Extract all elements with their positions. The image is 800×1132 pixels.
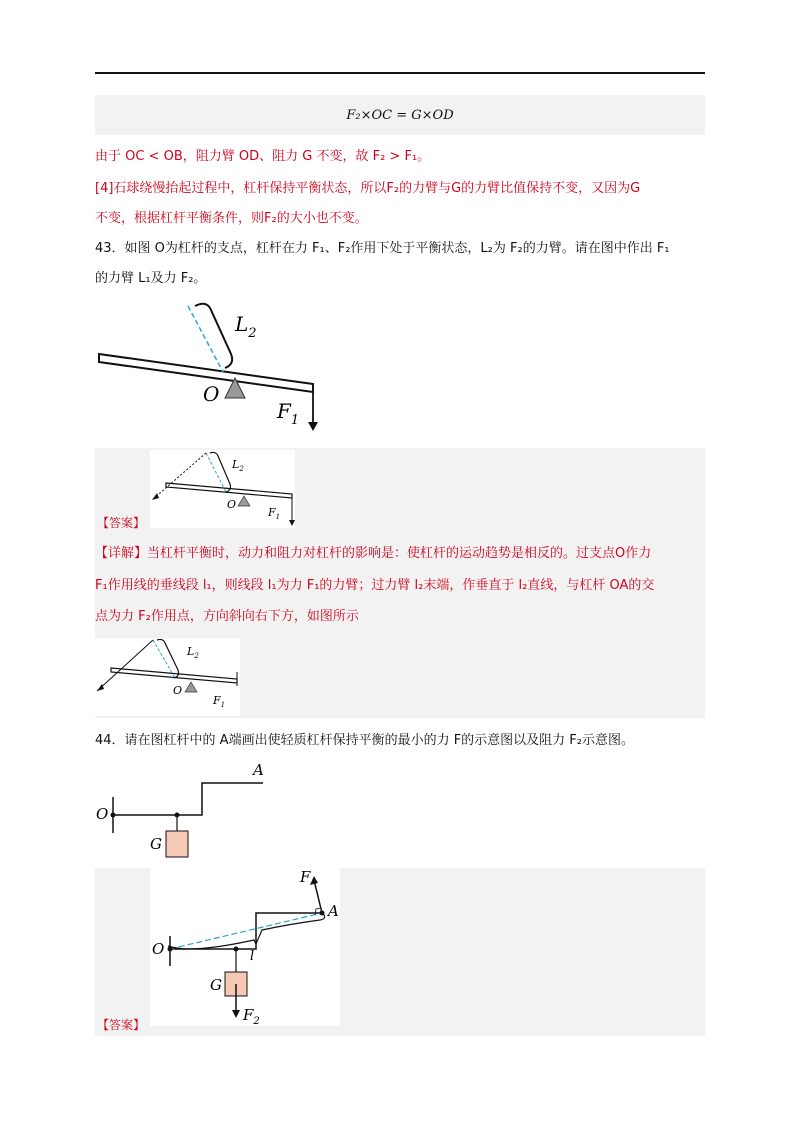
pivot-triangle — [238, 496, 250, 506]
label-o: O — [227, 498, 237, 511]
label-f1: $F_1$ — [213, 694, 226, 709]
label-l2: $L_2$ — [187, 645, 199, 660]
force-f1-arrowhead — [308, 422, 318, 431]
question-44-line1: 44．请在图杠杆中的 A端画出使轻质杠杆保持平衡的最小的力 F的示意图以及阻力 F₂示意图。 — [95, 733, 634, 748]
answer-label-43: 【答案】 — [97, 516, 146, 530]
answer-43-figure-a — [150, 450, 295, 528]
detail-line-1: 【详解】当杠杆平衡时，动力和阻力对杠杆的影响是：使杠杆的运动趋势是相反的。过支点O作力 — [95, 546, 652, 561]
solution-text-2a: [4]石球绕慢抬起过程中，杠杆保持平衡状态，所以F₂的力臂与G的力臂比值保持不变，又因为G — [95, 181, 641, 196]
header-rule — [95, 72, 705, 74]
label-o: O — [173, 684, 183, 697]
lever-bent — [113, 783, 263, 815]
label-f: F — [300, 868, 311, 886]
answer-44-figure — [150, 868, 340, 1026]
arm-l2-dashed — [206, 453, 226, 492]
label-f1: $F_1$ — [268, 506, 281, 521]
pivot-triangle — [185, 682, 197, 692]
label-l: l — [250, 949, 255, 964]
label-a: A — [253, 761, 264, 779]
detail-line-3: 点为力 F₂作用点，方向斜向右下方，如图所示 — [95, 609, 359, 624]
solution-text-1: 由于 OC < OB，阻力臂 OD、阻力 G 不变，故 F₂ > F₁。 — [95, 149, 431, 164]
arm-l-dashed — [170, 913, 322, 949]
answer-43-figure-b — [95, 638, 240, 716]
force-f2-line — [97, 640, 153, 691]
arm-l1-dashed — [152, 453, 206, 500]
q43-lever-figure — [95, 298, 325, 433]
brace-l2 — [195, 304, 232, 368]
label-f1: $F_1$ — [277, 399, 300, 428]
force-f2-arrowhead — [152, 493, 159, 500]
label-g: G — [150, 835, 162, 853]
force-f2-arrowhead — [232, 1010, 240, 1018]
arm-l2-dashed — [188, 306, 223, 372]
force-f-arrowhead — [310, 876, 318, 885]
end-point-a — [320, 911, 325, 916]
detail-line-2: F₁作用线的垂线段 l₁，则线段 l₁为力 F₁的力臂；过力臂 l₂末端，作垂直于 l₂直线，与杠杆 OA的交 — [95, 578, 655, 593]
force-f1-arrowhead — [289, 520, 295, 526]
pivot-point — [168, 947, 173, 952]
question-43-line2: 的力臂 L₁及力 F₂。 — [95, 271, 207, 286]
pivot-point — [111, 813, 116, 818]
formula-box — [95, 95, 705, 135]
label-o: O — [203, 382, 220, 406]
answer-label-44: 【答案】 — [97, 1018, 146, 1032]
label-o: O — [152, 940, 165, 958]
label-a: A — [328, 902, 339, 920]
label-g: G — [210, 976, 222, 994]
question-43-line1: 43．如图 O为杠杆的支点，杠杆在力 F₁、F₂作用下处于平衡状态，L₂为 F₂的力臂。请在图中作出 F₁ — [95, 241, 670, 256]
q44-lever-figure — [95, 755, 275, 865]
label-l2: $L_2$ — [235, 312, 257, 341]
brace-l2 — [210, 452, 231, 492]
label-o: O — [96, 805, 109, 823]
solution-text-2b: 不变，根据杠杆平衡条件，则F₂的大小也不变。 — [95, 211, 368, 226]
label-f2: $F_2$ — [243, 1006, 260, 1026]
formula-text: F₂×OC = G×OD — [346, 107, 454, 123]
weight-block — [166, 831, 188, 857]
label-l2: $L_2$ — [232, 458, 244, 473]
